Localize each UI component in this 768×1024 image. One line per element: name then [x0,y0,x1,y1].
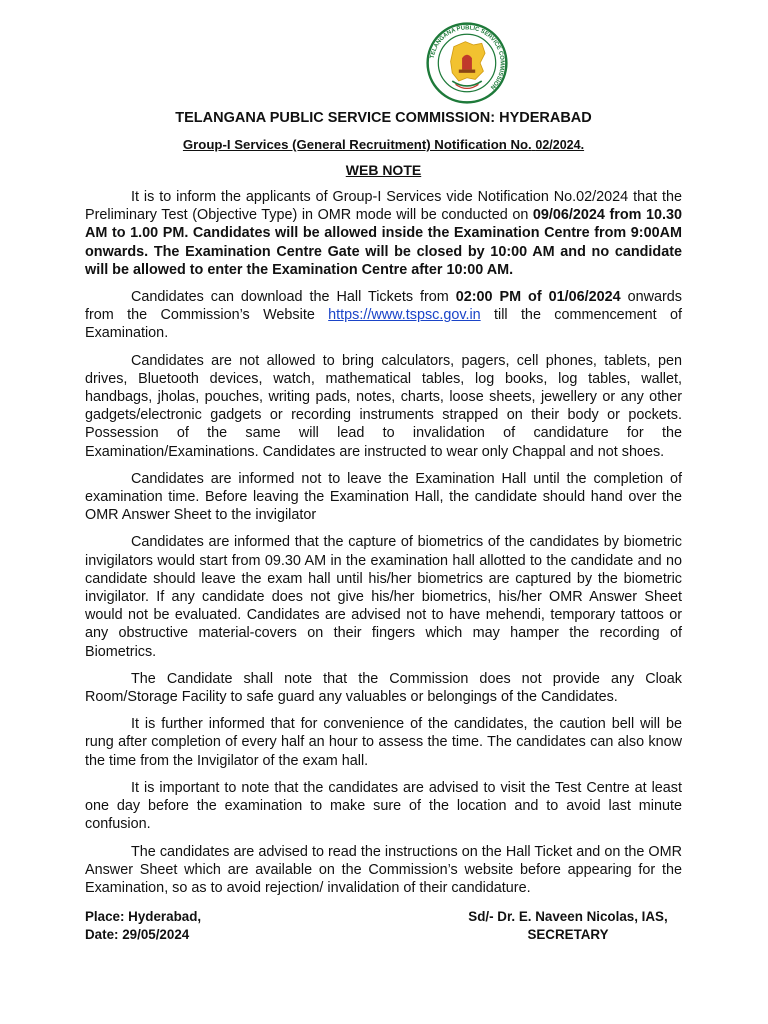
notification-prefix: Group-I Services (General Recruitment) Notification No. [182,137,532,152]
exam-schedule-bold: 09/06/2024 from 10.30 AM to 1.00 PM. Candidates will be allowed inside the Examination Centre from 9:00AM onwards. The Examination Centre Gate will be closed by 10:00 AM and no candidate will be allowed to enter the Examination Centre after 10:00 AM. [85,207,682,278]
web-note-heading: WEB NOTE [345,162,422,178]
notification-title [85,137,682,152]
paragraph-text: till the commencement of Examination. [85,307,682,342]
date-label: Date: 29/05/2024 [85,927,190,942]
place-label: Place: Hyderabad, [85,909,202,924]
paragraph-visit-centre: It is important to note that the candidates are advised to visit the Test Centre at least one day before the examination to make sure of the location and to avoid last minute confusion. [85,779,682,833]
paragraph-cloak-room: The Candidate shall note that the Commission does not provide any Cloak Room/Storage Facility to safe guard any valuables or belongings of the Candidates. [85,670,682,706]
paragraph-text: onwards from the Commission’s Website [85,289,682,324]
paragraph-caution-bell: It is further informed that for convenience of the candidates, the caution bell will be rung after completion of every half an hour to assess the time. The candidates can also know the time from the Invigilator of the exam hall. [85,716,682,769]
commission-title: TELANGANA PUBLIC SERVICE COMMISSION: HYDERABAD [175,110,592,126]
paragraph-hall-tickets [85,288,682,343]
signatory [463,908,673,944]
paragraph-prohibited-items: Candidates are not allowed to bring calculators, pagers, cell phones, tablets, pen drives, Bluetooth devices, watch, mathematical tables, log books, log tables, wallet, handbags, jholas, pouches, writing pads, notes, charts, loose sheets, jewellery or any other gadgets/electronic gadgets or recording instruments strapped on their body or pockets. Possession of the same will lead to invalidation of candidature for the Examination/Examinations. Candidates are instructed to wear only Chappal and not shoes. [85,352,682,460]
notification-number: 02/2024. [535,138,585,152]
signatory-designation: SECRETARY [527,927,609,942]
notice-body [85,188,682,906]
commission-website-link[interactable]: https://www.tspsc.gov.in [328,307,481,324]
paragraph-text: It is to inform the applicants of Group-I Services vide Notification No.02/2024 that the Preliminary Test (Objective Type) in OMR mode will be conducted on [85,189,682,224]
place-date [85,908,201,944]
svg-text:TELANGANA PUBLIC SERVICE COMMI: TELANGANA PUBLIC SERVICE COMMISSION [429,25,505,91]
hall-ticket-time-bold: 02:00 PM of 01/06/2024 [455,289,621,306]
paragraph-exam-schedule [85,188,682,279]
paragraph-text: Candidates can download the Hall Tickets from [131,289,456,306]
paragraph-leaving-hall: Candidates are informed not to leave the Examination Hall until the completion of examination time. Before leaving the Examination Hall, the candidate should hand over the OMR Answer Sheet to the invigilator [85,470,682,524]
paragraph-instructions: The candidates are advised to read the instructions on the Hall Ticket and on the OMR Answer Sheet which are available on the Commission’s website before appearing for the Examination, so as to avoid rejection/ invalidation of their candidature. [85,843,682,896]
signatory-name: Sd/- Dr. E. Naveen Nicolas, IAS, [468,909,668,924]
paragraph-biometrics: Candidates are informed that the capture of biometrics of the candidates by biometric invigilators would start from 09.30 AM in the examination hall allotted to the candidate and no candidate should leave the exam hall until his/her biometrics are captured by the biometric invigilator. If any candidate does not give his/her biometrics, his/her OMR Answer Sheet would not be evaluated. Candidates are advised not to have mehendi, temporary tattoos or any obstructive material-covers on their fingers which may hamper the recording of Biometrics. [85,534,682,660]
tspsc-emblem-icon [426,22,508,104]
